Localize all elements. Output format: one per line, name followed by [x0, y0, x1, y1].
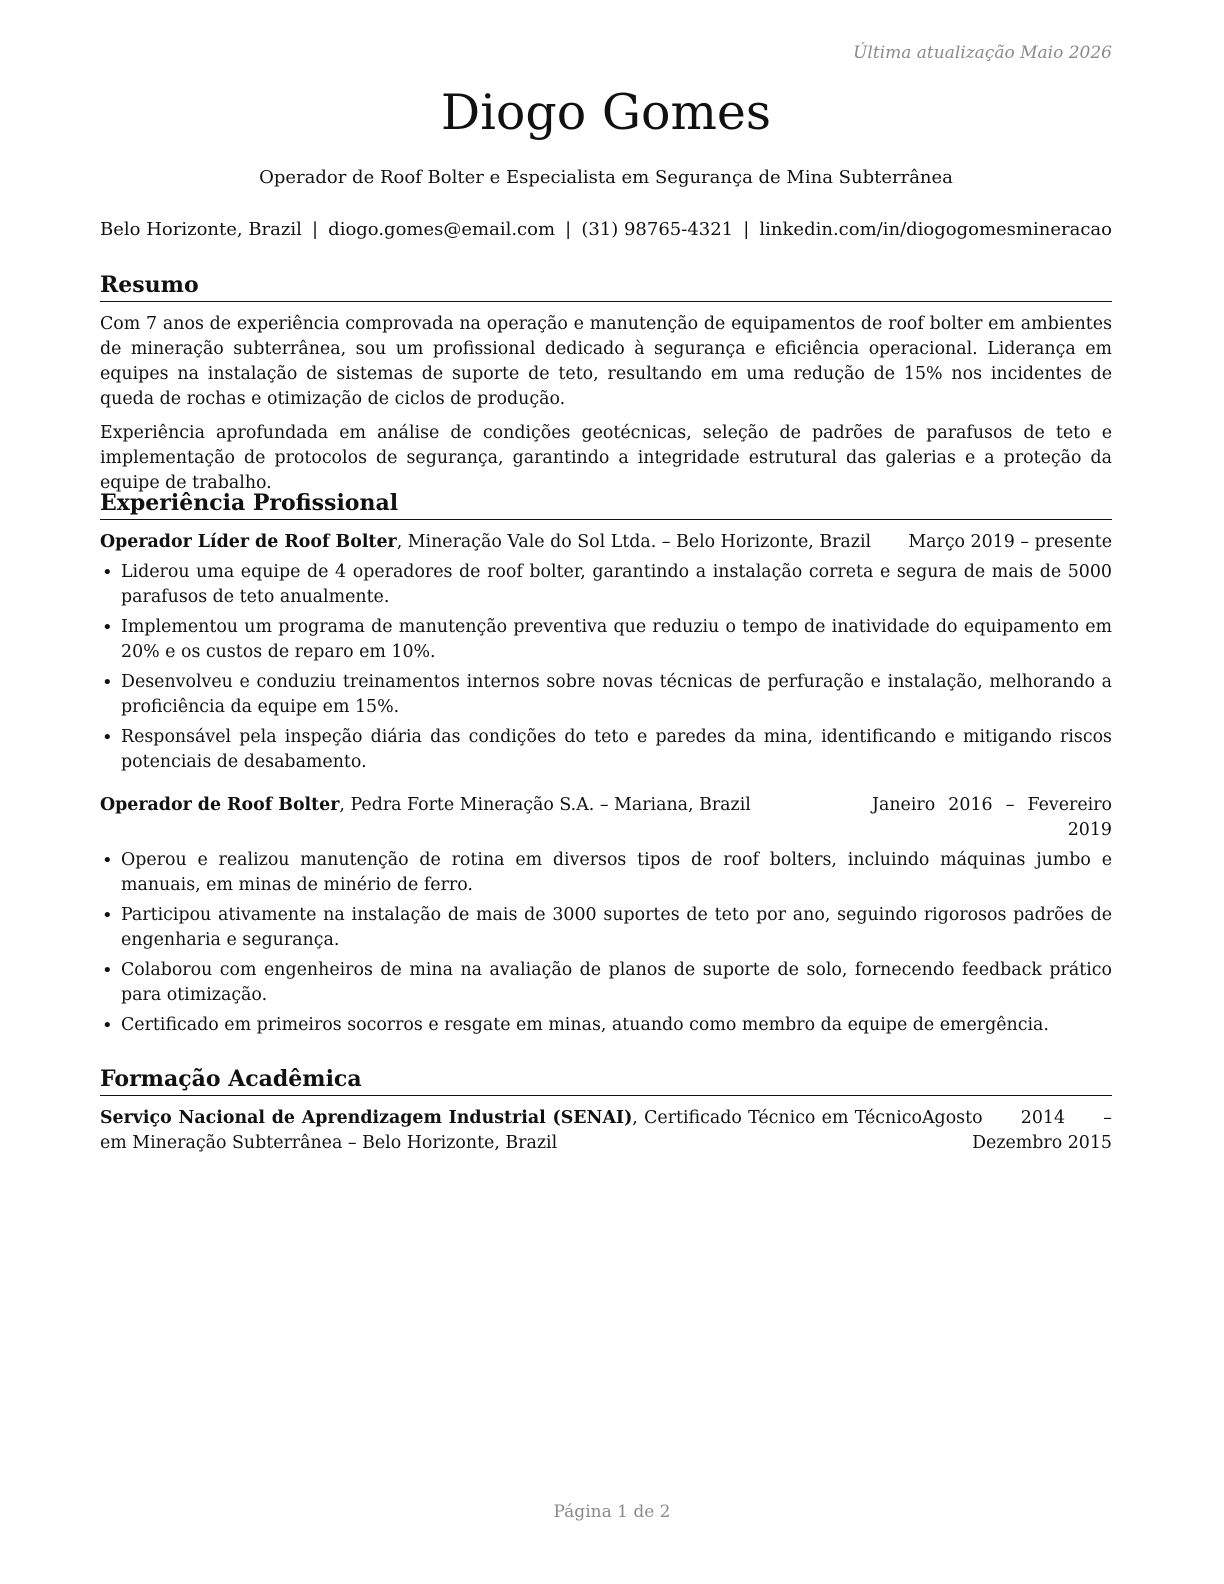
contact-separator: |: [743, 219, 750, 240]
education-entry: [100, 1106, 1112, 1156]
list-item: • Operou e realizou manutenção de rotina em diversos tipos de roof bolters, incluindo máquinas jumbo e manuais, em minas de minério de ferro.: [100, 848, 1112, 898]
job-dates: Março 2019 – presente: [908, 532, 1112, 552]
contact-email[interactable]: diogo.gomes@email.com: [328, 219, 556, 240]
section-title-summary: Resumo: [100, 271, 1112, 302]
contact-separator: |: [312, 219, 319, 240]
section-title-experience: Experiência Profissional: [100, 489, 1112, 520]
summary-paragraph: Experiência aprofundada em análise de condições geotécnicas, seleção de padrões de parafusos de teto e implementação de protocolos de segurança, garantindo a integridade estrutural das galerias e a proteção da equipe de trabalho.: [100, 423, 1112, 493]
job-dates: Janeiro 2016 – Fevereiro 2019: [872, 795, 1112, 840]
education-school: Serviço Nacional de Aprendizagem Industrial (SENAI): [100, 1108, 633, 1128]
job-bullets: [100, 848, 1112, 1038]
list-item: • Colaborou com engenheiros de mina na avaliação de planos de suporte de solo, fornecendo feedback prático para otimização.: [100, 958, 1112, 1008]
list-item: • Certificado em primeiros socorros e resgate em minas, atuando como membro da equipe de emergência.: [100, 1013, 1112, 1038]
contact-linkedin[interactable]: linkedin.com/in/diogogomesmineracao: [759, 219, 1112, 240]
job-entry: [100, 530, 1112, 775]
contact-location: Belo Horizonte, Brazil: [100, 219, 302, 240]
list-item: • Participou ativamente na instalação de mais de 3000 suportes de teto por ano, seguindo rigorosos padrões de engenharia e segurança.: [100, 903, 1112, 953]
experience-section: [100, 489, 1112, 1043]
list-item: • Responsável pela inspeção diária das condições do teto e paredes da mina, identificando e mitigando riscos potenciais de desabamento.: [100, 725, 1112, 775]
last-updated: Última atualização Maio 2026: [853, 43, 1112, 63]
contact-line: [100, 219, 1112, 240]
list-item: • Desenvolveu e conduziu treinamentos internos sobre novas técnicas de perfuração e instalação, melhorando a proficiência da equipe em 15%.: [100, 670, 1112, 720]
job-entry: [100, 793, 1112, 1038]
job-header: [100, 793, 1112, 843]
summary-paragraph: Com 7 anos de experiência comprovada na operação e manutenção de equipamentos de roof bolter em ambientes de mineração subterrânea, sou um profissional dedicado à segurança e eficiência operacional. Liderança em equipes na instalação de sistemas de suporte de teto, resultando em uma redução de 15% nos incidentes de queda de rochas e otimização de ciclos de produção.: [100, 314, 1112, 409]
job-role: Operador de Roof Bolter: [100, 795, 340, 815]
job-header: [100, 530, 1112, 555]
contact-separator: |: [565, 219, 572, 240]
education-dates: Agosto 2014 – Dezembro 2015: [922, 1108, 1112, 1153]
page-number: Página 1 de 2: [553, 1502, 671, 1522]
list-item: • Implementou um programa de manutenção preventiva que reduziu o tempo de inatividade do equipamento em 20% e os custos de reparo em 10%.: [100, 615, 1112, 665]
candidate-name: Diogo Gomes: [440, 84, 772, 141]
education-detail: , Certificado Técnico em Técnico em Mineração Subterrânea – Belo Horizonte, Brazil: [100, 1108, 922, 1153]
job-role: Operador Líder de Roof Bolter: [100, 532, 397, 552]
education-section: [100, 1065, 1112, 1156]
summary-section: [100, 271, 1112, 505]
headline: Operador de Roof Bolter e Especialista em Segurança de Mina Subterrânea: [259, 167, 953, 188]
job-bullets: [100, 560, 1112, 775]
contact-phone[interactable]: (31) 98765-4321: [581, 219, 734, 240]
list-item: • Liderou uma equipe de 4 operadores de roof bolter, garantindo a instalação correta e segura de mais de 5000 parafusos de teto anualmente.: [100, 560, 1112, 610]
job-company: , Pedra Forte Mineração S.A. – Mariana, Brazil: [339, 795, 751, 815]
section-title-education: Formação Acadêmica: [100, 1065, 1112, 1096]
job-company: , Mineração Vale do Sol Ltda. – Belo Horizonte, Brazil: [396, 532, 872, 552]
